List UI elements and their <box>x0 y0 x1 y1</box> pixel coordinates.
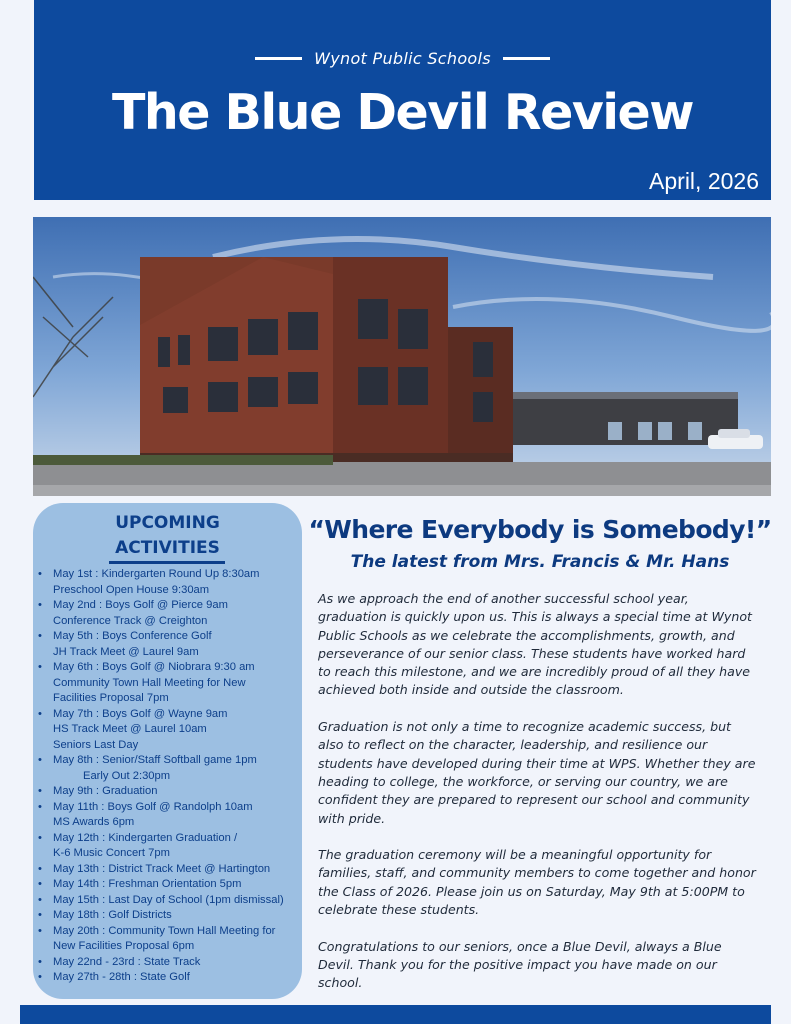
issue-date: April, 2026 <box>649 168 759 194</box>
activity-item: Early Out 2:30pm <box>83 769 171 782</box>
activity-item: • May 6th : Boys Golf @ Niobrara 9:30 am <box>33 660 302 676</box>
article-body <box>318 590 758 1011</box>
activity-item: • May 12th : Kindergarten Graduation / <box>33 831 302 847</box>
principal-article <box>300 515 780 991</box>
activity-item: • May 5th : Boys Conference Golf <box>33 629 302 645</box>
activity-item: JH Track Meet @ Laurel 9am <box>53 645 199 658</box>
heading-underline <box>109 561 225 564</box>
masthead <box>34 0 771 200</box>
activity-item: • May 11th : Boys Golf @ Randolph 10am <box>33 800 302 816</box>
kicker-row <box>34 49 771 68</box>
activity-item: New Facilities Proposal 6pm <box>53 940 195 952</box>
activity-item: Facilities Proposal 7pm <box>53 692 169 704</box>
footer-bar <box>20 1005 771 1024</box>
activity-item: HS Track Meet @ Laurel 10am <box>53 723 207 735</box>
activity-item: • May 9th : Graduation <box>33 784 302 800</box>
newsletter-title: The Blue Devil Review <box>111 84 694 141</box>
activity-item: • May 14th : Freshman Orientation 5pm <box>33 877 302 893</box>
activity-item: Seniors Last Day <box>53 738 139 751</box>
article-byline: The latest from Mrs. Francis & Mr. Hans <box>350 552 730 572</box>
activity-item: • May 1st : Kindergarten Round Up 8:30am <box>33 567 302 583</box>
article-paragraph: The graduation ceremony will be a meaningful opportunity for families, staff, and community members to come together and honor the Class of 2026. Please join us on Saturday, May 9th at 5:00PM to celebrate these students. <box>318 847 756 918</box>
activity-item: • May 20th : Community Town Hall Meeting for <box>33 924 302 940</box>
activity-item: MS Awards 6pm <box>53 816 135 828</box>
school-name: Wynot Public Schools <box>314 49 491 68</box>
article-paragraph: As we approach the end of another successful school year, graduation is quickly upon us. This is always a special time at Wynot Public Schools as we celebrate the accomplishments, growth, and perseverance of our senior class. These students have worked hard to reach this milestone, and we are incredibly proud of all they have achieved both inside and outside the classroom. <box>318 591 752 698</box>
activity-item: Conference Track @ Creighton <box>53 614 208 627</box>
activity-item: • May 7th : Boys Golf @ Wayne 9am <box>33 707 302 723</box>
heading-line-2: ACTIVITIES <box>115 538 220 558</box>
activity-item: • May 15th : Last Day of School (1pm dismissal) <box>33 893 302 909</box>
activity-item: • May 13th : District Track Meet @ Hartington <box>33 862 302 878</box>
article-paragraph: Congratulations to our seniors, once a Blue Devil, always a Blue Devil. Thank you for the positive impact you have made on our school. <box>318 938 722 991</box>
activity-item: • May 18th : Golf Districts <box>33 908 302 924</box>
activity-item: • May 27th - 28th : State Golf <box>33 970 302 986</box>
school-building-photo <box>33 217 771 496</box>
kicker-rule-left <box>255 57 302 60</box>
article-paragraph: Graduation is not only a time to recognize academic success, but also to reflect on the character, leadership, and resilience our students have developed during their time at WPS. Whether they are heading to college, the workforce, or serving our country, we are confident they are prepared to represent our school and community with pride. <box>318 719 756 826</box>
activity-item: • May 8th : Senior/Staff Softball game 1pm <box>33 753 302 769</box>
heading-line-1: UPCOMING <box>115 513 220 533</box>
activity-item: • May 2nd : Boys Golf @ Pierce 9am <box>33 598 302 614</box>
activity-item: Community Town Hall Meeting for New <box>53 676 246 689</box>
school-photo-illustration <box>33 217 771 496</box>
activity-item: Preschool Open House 9:30am <box>53 583 210 596</box>
kicker-rule-right <box>503 57 550 60</box>
upcoming-activities-heading <box>33 511 302 561</box>
school-motto: “Where Everybody is Somebody!” <box>308 515 772 544</box>
activity-item: K-6 Music Concert 7pm <box>53 847 170 859</box>
upcoming-activities-panel <box>33 503 302 999</box>
activities-list <box>33 567 302 986</box>
activity-item: • May 22nd - 23rd : State Track <box>33 955 302 971</box>
